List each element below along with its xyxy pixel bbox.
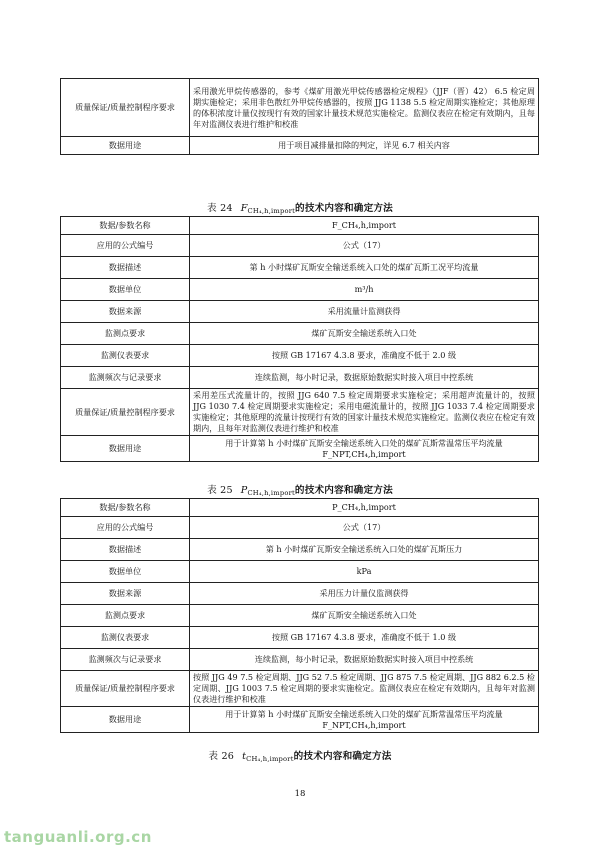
row-key: 数据来源 (61, 583, 190, 605)
row-value: 连续监测，每小时记录，数据原始数据实时接入项目中控系统 (190, 649, 539, 671)
caption-symbol (241, 203, 295, 214)
row-key: 数据描述 (61, 257, 190, 279)
table-row (61, 436, 539, 462)
row-key: 质量保证/质量控制程序要求 (61, 79, 190, 137)
row-value: 用于项目减排量扣除的判定，详见 6.7 相关内容 (190, 137, 539, 155)
table-25 (60, 498, 539, 733)
row-value: 用于计算第 h 小时煤矿瓦斯安全输送系统入口处的煤矿瓦斯常温常压平均流量 F_NPT,CH₄,h,import (190, 436, 539, 462)
table-row (61, 671, 539, 707)
row-key: 监测仪表要求 (61, 345, 190, 367)
row-key: 数据/参数名称 (61, 499, 190, 517)
table-row (61, 627, 539, 649)
table-row (61, 235, 539, 257)
row-key: 数据来源 (61, 301, 190, 323)
caption-symbol (242, 751, 294, 762)
table-row (61, 323, 539, 345)
row-value: 采用差压式流量计的，按照 JJG 640 7.5 检定周期要求实施检定；采用超声流量计的，按照 JJG 1030 7.4 检定周期要求实施检定；采用电磁流量计的，按照 JJG 1033 7.4 检定周期要求实施检定；其他原理的流量计按现行有效的国家计量技术规范实施检定。监测仪表应在检定有效期内，且每年对监测仪表进行维护和校准 (190, 389, 539, 436)
caption-number: 表 26 (208, 751, 235, 762)
row-value: 按照 GB 17167 4.3.8 要求，准确度不低于 1.0 级 (190, 627, 539, 649)
row-value: 公式（17） (190, 235, 539, 257)
table-row (61, 499, 539, 517)
page-number: 18 (294, 789, 306, 799)
row-value: P_CH₄,h,import (190, 499, 539, 517)
row-value: 按照 GB 17167 4.3.8 要求，准确度不低于 2.0 级 (190, 345, 539, 367)
row-value: 第 h 小时煤矿瓦斯安全输送系统入口处的煤矿瓦斯工况平均流量 (190, 257, 539, 279)
symbol-main: F (240, 203, 248, 214)
table-row (61, 561, 539, 583)
row-key: 数据用途 (61, 707, 190, 733)
table-24 (60, 216, 539, 462)
symbol-subscript: CH₄,h,import (246, 755, 294, 763)
row-key: 监测点要求 (61, 323, 190, 345)
row-value: kPa (190, 561, 539, 583)
row-value: 煤矿瓦斯安全输送系统入口处 (190, 323, 539, 345)
watermark: tanguanli.org.cn (4, 828, 152, 846)
table-row (61, 217, 539, 235)
table-row (61, 707, 539, 733)
table-25-caption (0, 482, 600, 497)
row-key: 数据单位 (61, 561, 190, 583)
row-key: 数据描述 (61, 539, 190, 561)
symbol-subscript: CH₄,h,import (247, 489, 295, 497)
row-key: 监测频次与记录要求 (61, 649, 190, 671)
row-key: 监测仪表要求 (61, 627, 190, 649)
caption-number: 表 25 (207, 485, 233, 496)
table-row (61, 79, 539, 137)
row-value: 公式（17） (190, 517, 539, 539)
row-key: 数据用途 (61, 436, 190, 462)
row-value: 煤矿瓦斯安全输送系统入口处 (190, 605, 539, 627)
row-value: 按照 JJG 49 7.5 检定周期、JJG 52 7.5 检定周期、JJG 875 7.5 检定周期、JJG 882 6.2.5 检定周期、JJG 1003 7.5 检定周期的要求实施检定。监测仪表应在检定有效期内，且每年对监测仪表进行维护和校准 (190, 671, 539, 707)
top-table (60, 78, 539, 155)
table-26-caption (0, 748, 600, 763)
table-row (61, 605, 539, 627)
row-value: 采用激光甲烷传感器的，参考《煤矿用激光甲烷传感器检定规程》（JJF（晋）42） 6.5 检定周期实施检定；采用非色散红外甲烷传感器的，按照 JJG 1138 5.5 检定周期实施检定；其他原理的体积浓度计量仪按现行有效的国家计量技术规范实施检定。监测仪表应在检定有效期内，且每年对监测仪表进行维护和校准 (190, 79, 539, 137)
row-key: 数据/参数名称 (61, 217, 190, 235)
row-key: 监测点要求 (61, 605, 190, 627)
row-value: 采用压力计量仪监测获得 (190, 583, 539, 605)
table-24-caption (0, 200, 600, 215)
row-value: 用于计算第 h 小时煤矿瓦斯安全输送系统入口处的煤矿瓦斯常温常压平均流量 F_NPT,CH₄,h,import (190, 707, 539, 733)
row-key: 数据单位 (61, 279, 190, 301)
row-key: 应用的公式编号 (61, 235, 190, 257)
table-row (61, 583, 539, 605)
table-row (61, 257, 539, 279)
caption-text: 的技术内容和确定方法 (294, 485, 393, 496)
table-row (61, 301, 539, 323)
caption-number: 表 24 (207, 203, 233, 214)
caption-text: 的技术内容和确定方法 (295, 203, 393, 214)
caption-text: 的技术内容和确定方法 (293, 751, 392, 762)
symbol-main: P (240, 485, 248, 496)
caption-symbol (241, 485, 295, 496)
row-key: 数据用途 (61, 137, 190, 155)
table-row (61, 367, 539, 389)
row-value: m³/h (190, 279, 539, 301)
table-row (61, 279, 539, 301)
row-key: 应用的公式编号 (61, 517, 190, 539)
row-value: F_CH₄,h,import (190, 217, 539, 235)
table-row (61, 137, 539, 155)
row-key: 质量保证/质量控制程序要求 (61, 671, 190, 707)
symbol-main: t (242, 751, 247, 762)
row-key: 质量保证/质量控制程序要求 (61, 389, 190, 436)
symbol-subscript: CH₄,h,import (247, 207, 296, 215)
row-value: 第 h 小时煤矿瓦斯安全输送系统入口处的煤矿瓦斯压力 (190, 539, 539, 561)
row-value: 采用流量计监测获得 (190, 301, 539, 323)
table-row (61, 389, 539, 436)
table-row (61, 649, 539, 671)
table-row (61, 539, 539, 561)
row-value: 连续监测，每小时记录，数据原始数据实时接入项目中控系统 (190, 367, 539, 389)
table-row (61, 517, 539, 539)
row-key: 监测频次与记录要求 (61, 367, 190, 389)
table-row (61, 345, 539, 367)
